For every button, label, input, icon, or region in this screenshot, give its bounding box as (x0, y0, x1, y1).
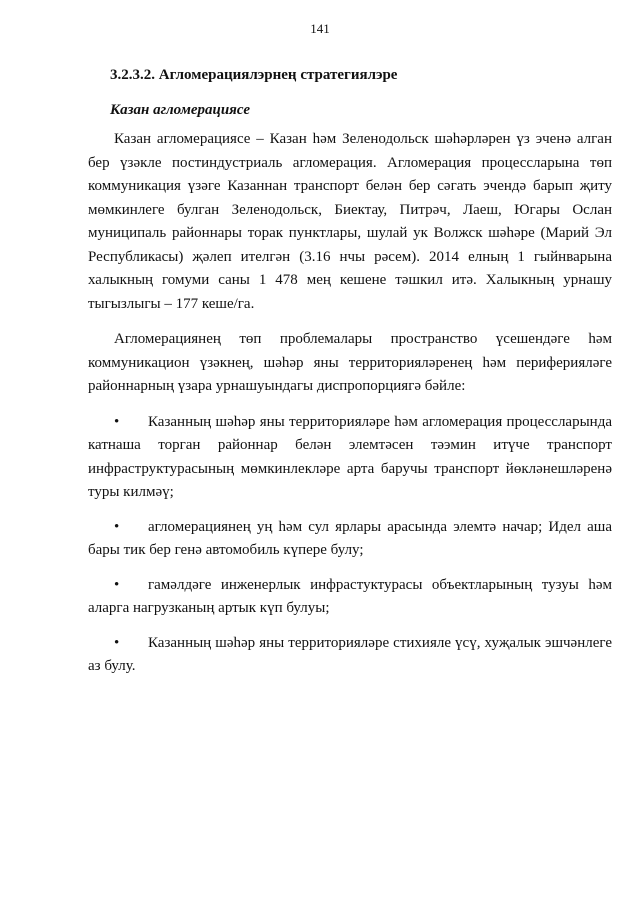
bullet-icon: • (114, 518, 120, 535)
bullet-icon: • (114, 634, 120, 651)
section-heading: 3.2.3.2. Агломерациялэрнең стратегиялэре (110, 67, 398, 83)
list-item-text: Казанның шәһәр яны территорияләре стихияле үсү, хуҗалык эшчәнлеге аз булу. (88, 634, 612, 674)
bullet-icon: • (114, 413, 120, 430)
list-item-text: гамәлдәге инженерлык инфрастуктурасы объектларының тузуы һәм аларга нагрузканың артык күп булуы; (88, 576, 612, 616)
document-body (88, 64, 612, 690)
list-item-text: агломерациянең уң һәм сул ярлары арасында элемтә начар; Идел аша бары тик бер генә автомобиль күпере булу; (88, 518, 612, 558)
page-number: 141 (310, 21, 330, 36)
list-item (88, 574, 612, 621)
subheading: Казан агломерациясе (110, 101, 251, 118)
list-item (88, 516, 612, 563)
list-item (88, 632, 612, 679)
list-item-text: Казанның шәһәр яны территорияләре һәм агломерация процессларында катнаша торган районнар белән элемтәсен тәэмин итүче транспорт инфраструктурасының мөмкинлекләре арта баручы транспорт йөкләнешләренә туры килмәү; (88, 413, 612, 500)
paragraph-intro: Казан агломерациясе – Казан һәм Зеленодольск шәһәрләрен үз эченә алган бер үзәкле постиндустриаль агломерация. Агломерация процессларына төп коммуникация үзәге Казаннан транспорт белән бер сәгать эчендә барып җиту мөмкинлеге булган Зеленодольск, Биектау, Питрәч, Лаеш, Югары Ослан муниципаль районнары торак пунктлары, шулай ук Волжск шәһәре (Марий Эл Республикасы) җәлеп ителгән (3.16 нчы рәсем). 2014 елның 1 гыйнварына халыкның гомуми саны 1 478 мең кешене тәшкил итә. Халыкның урнашу тыгызлыгы – 177 кеше/га. (88, 131, 612, 312)
paragraph-problems: Агломерациянең төп проблемалары пространство үсешендәге һәм коммуникацион үзәкнең, шәһәр яны территорияләренең һәм периферияләге районнарның үзара урнашуындагы диспропорциягә бәйле: (88, 331, 612, 394)
problems-list (88, 411, 612, 679)
list-item (88, 411, 612, 505)
bullet-icon: • (114, 576, 120, 593)
